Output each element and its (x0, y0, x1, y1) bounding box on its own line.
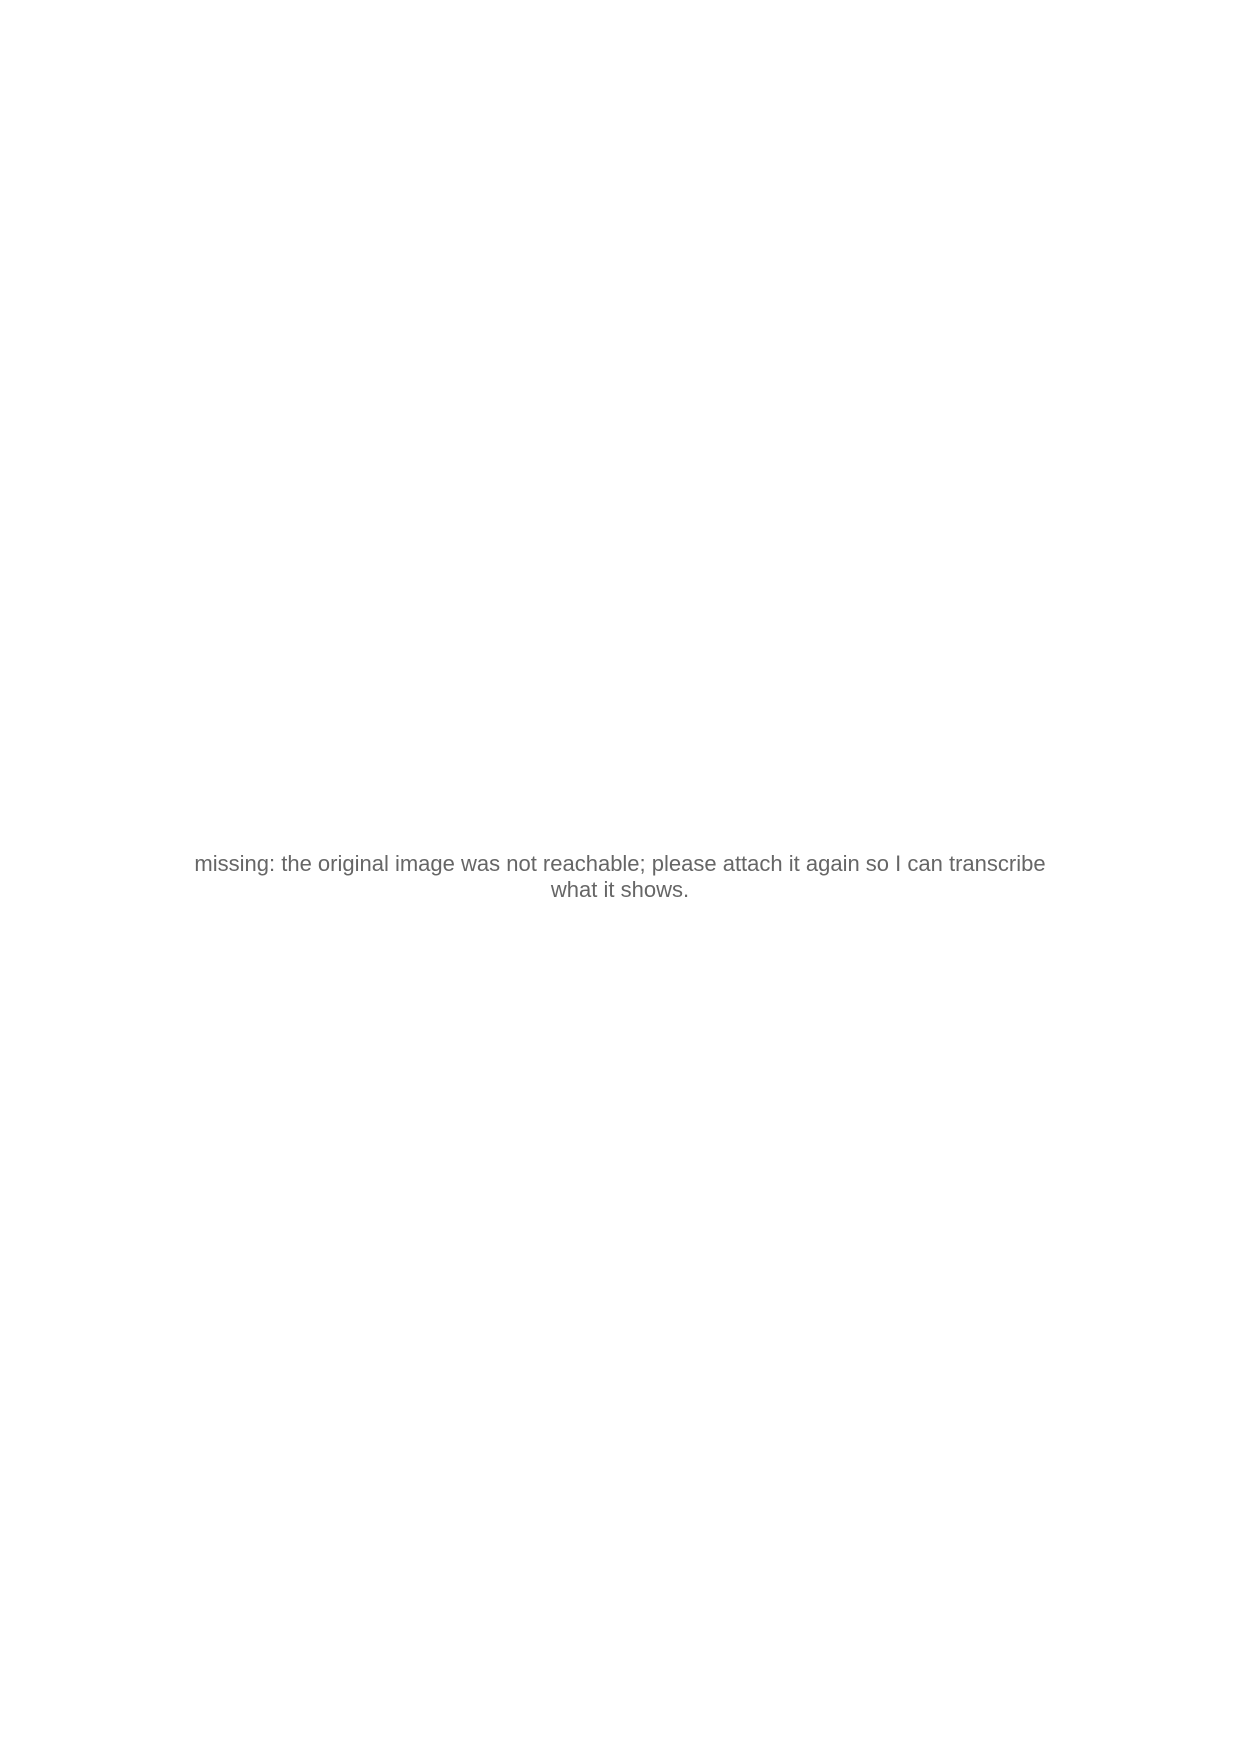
notice-text: missing: the original image was not reachable; please attach it again so I can transcribe what it shows. (194, 851, 1046, 902)
